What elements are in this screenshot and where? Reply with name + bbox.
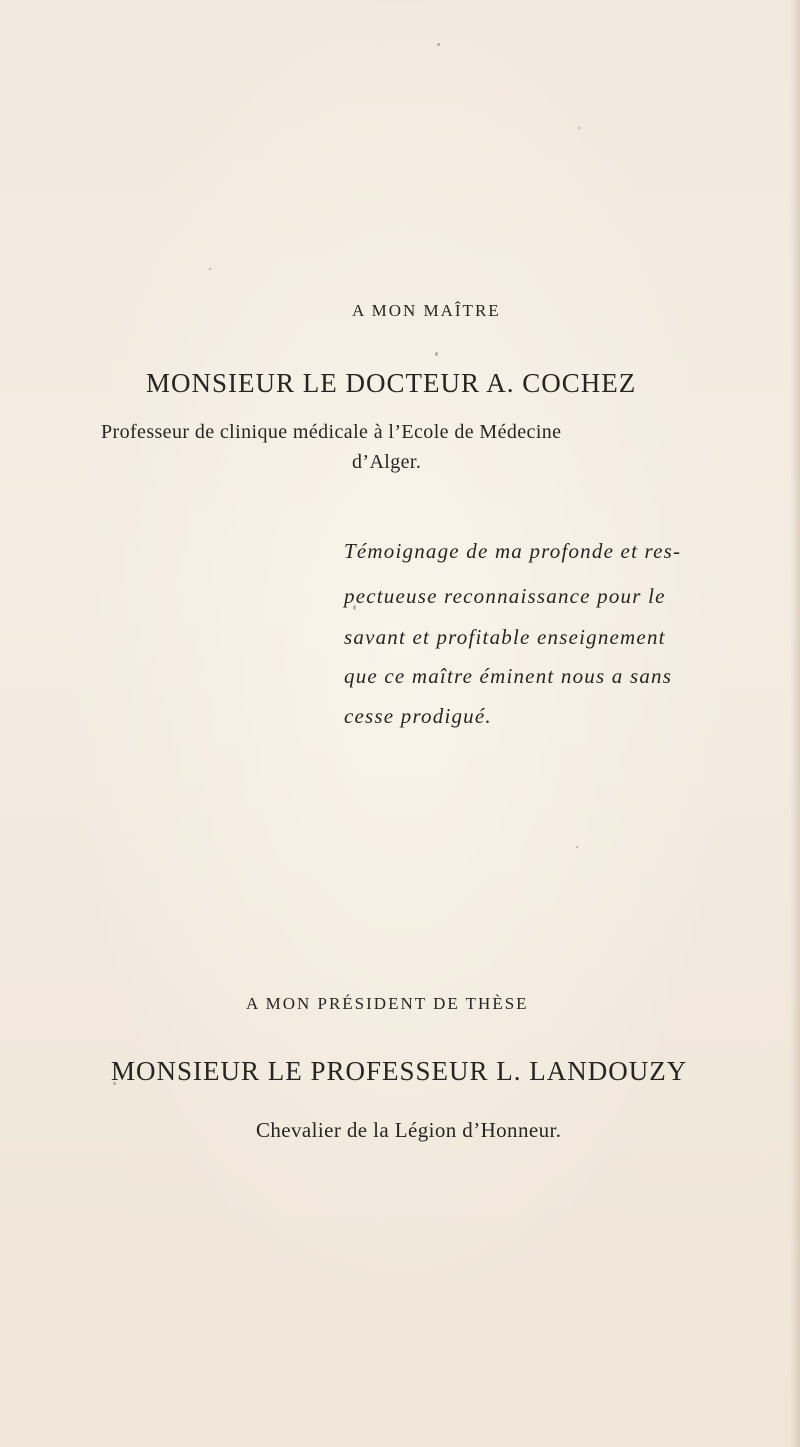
dedication-2-honor: Chevalier de la Légion d’Honneur. (256, 1118, 562, 1142)
dedication-2-heading: A MON PRÉSIDENT DE THÈSE (246, 994, 529, 1013)
page-edge-shadow (790, 0, 800, 1447)
paper-speck (209, 268, 211, 270)
paper-speck (576, 846, 578, 848)
dedication-1-tribute-line-5: cesse prodigué. (344, 704, 492, 728)
paper-speck (435, 352, 438, 356)
dedication-1-affiliation-line-1: Professeur de clinique médicale à l’Ecole de Médecine (101, 421, 562, 443)
paper-speck (437, 43, 440, 46)
dedication-2-name: MONSIEUR LE PROFESSEUR L. LANDOUZY (111, 1056, 688, 1086)
dedication-1-tribute-line-3: savant et profitable enseignement (344, 625, 666, 649)
dedication-1-tribute-line-2: pectueuse reconnaissance pour le (344, 584, 666, 608)
dedication-1-name: MONSIEUR LE DOCTEUR A. COCHEZ (146, 368, 637, 398)
dedication-1-affiliation-line-2: d’Alger. (352, 451, 422, 473)
dedication-1-tribute-line-1: Témoignage de ma profonde et res- (344, 539, 682, 563)
paper-speck (578, 127, 580, 129)
dedication-1-heading: A MON MAÎTRE (352, 301, 501, 320)
dedication-1-tribute-line-4: que ce maître éminent nous a sans (344, 664, 673, 688)
